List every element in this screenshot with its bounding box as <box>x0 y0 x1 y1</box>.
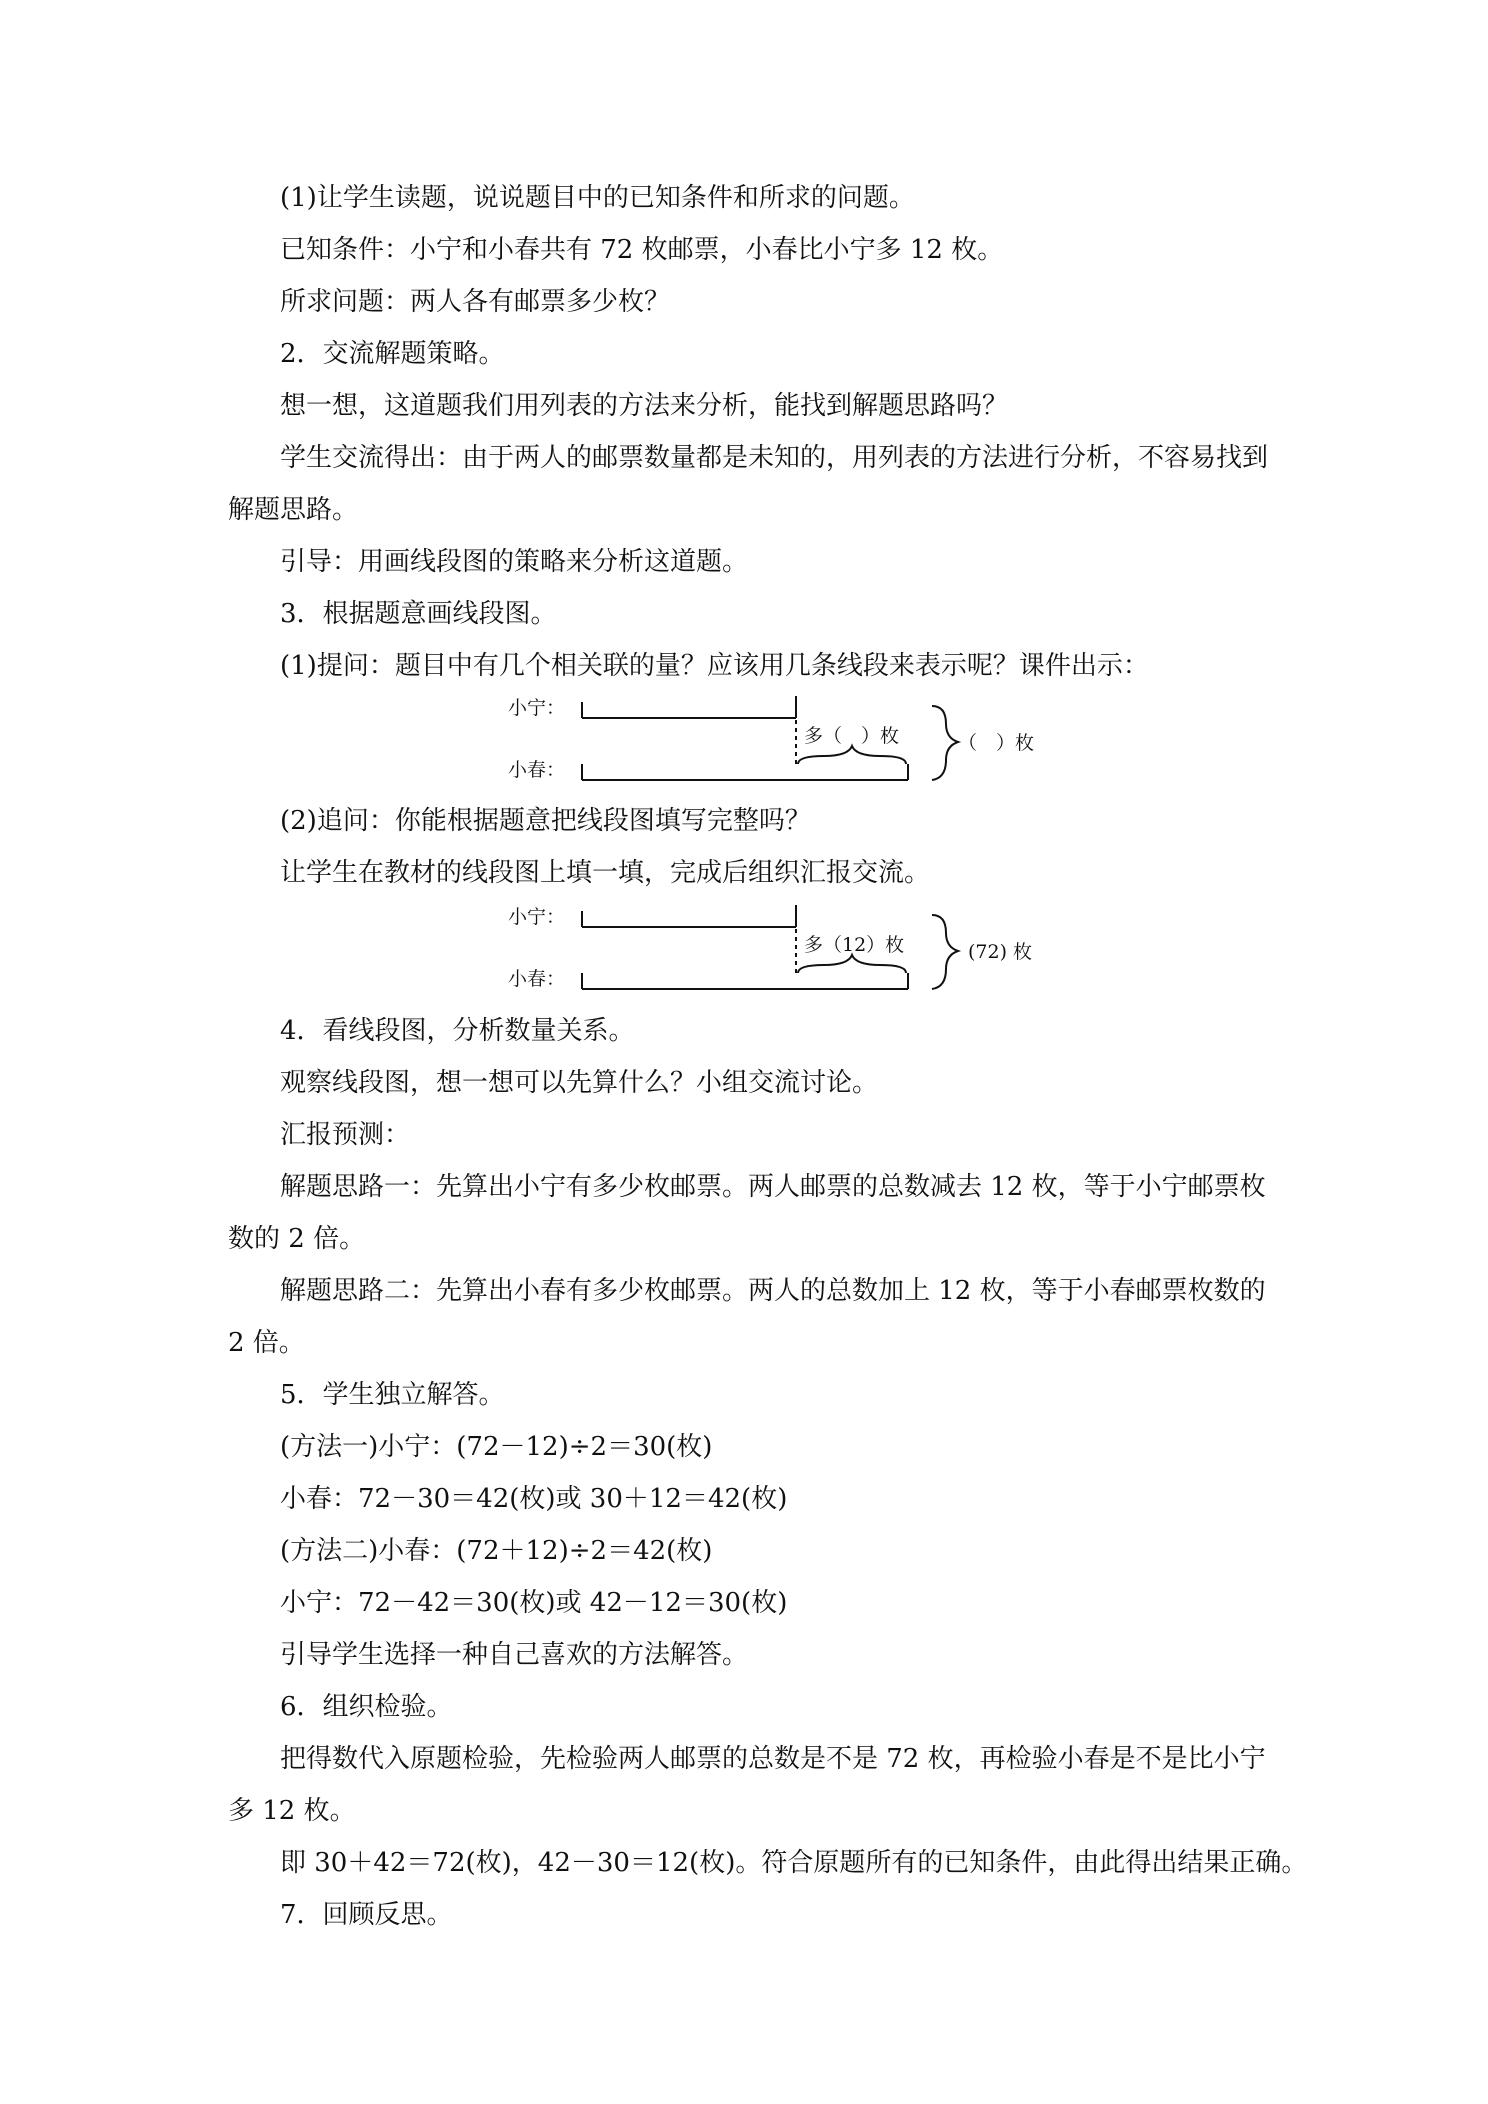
section-heading: 3．根据题意画线段图。 <box>280 599 557 629</box>
paragraph: 把得数代入原题检验，先检验两人邮票的总数是不是 72 枚，再检验小春是不是比小宁 <box>280 1744 1266 1774</box>
paragraph-continuation: 解题思路。 <box>228 495 359 525</box>
paragraph: 所求问题：两人各有邮票多少枚？ <box>280 287 671 317</box>
paragraph: 解题思路二：先算出小春有多少枚邮票。两人的总数加上 12 枚，等于小春邮票枚数的 <box>280 1276 1266 1306</box>
paragraph: (1)提问：题目中有几个相关联的量？应该用几条线段来表示呢？课件出示： <box>280 651 1149 681</box>
section-heading: 6．组织检验。 <box>280 1692 453 1722</box>
section-heading: 4．看线段图，分析数量关系。 <box>280 1016 635 1046</box>
diagram-label-xiaochun: 小春： <box>508 968 566 990</box>
paragraph: 汇报预测： <box>280 1120 411 1150</box>
paragraph: 想一想，这道题我们用列表的方法来分析，能找到解题思路吗？ <box>280 391 1009 421</box>
diagram-label-xiaochun: 小春： <box>508 759 566 781</box>
paragraph: 引导：用画线段图的策略来分析这道题。 <box>280 547 749 577</box>
paragraph: 学生交流得出：由于两人的邮票数量都是未知的，用列表的方法进行分析，不容易找到 <box>280 443 1269 473</box>
section-heading: 7．回顾反思。 <box>280 1900 453 1930</box>
section-heading: 2．交流解题策略。 <box>280 339 505 369</box>
paragraph: 即 30＋42＝72(枚)，42－30＝12(枚)。符合原题所有的已知条件，由此得出结果正确。 <box>280 1848 1308 1878</box>
line-segment-diagram-filled <box>500 897 1060 997</box>
diagram-label-xiaoning: 小宁： <box>508 906 566 928</box>
paragraph: 引导学生选择一种自己喜欢的方法解答。 <box>280 1640 749 1670</box>
line-segment-diagram-blank <box>500 688 1060 788</box>
paragraph-continuation: 多 12 枚。 <box>228 1796 356 1826</box>
paragraph: 解题思路一：先算出小宁有多少枚邮票。两人邮票的总数减去 12 枚，等于小宁邮票枚 <box>280 1172 1266 1202</box>
diagram-diff-label: 多（12）枚 <box>804 934 905 956</box>
paragraph: 观察线段图，想一想可以先算什么？小组交流讨论。 <box>280 1068 879 1098</box>
equation-line: (方法二)小春：(72＋12)÷2＝42(枚) <box>280 1536 713 1566</box>
section-heading: 5．学生独立解答。 <box>280 1380 505 1410</box>
diagram-total-label: （ ）枚 <box>958 732 1035 754</box>
equation-line: (方法一)小宁：(72－12)÷2＝30(枚) <box>280 1432 713 1462</box>
paragraph: 已知条件：小宁和小春共有 72 枚邮票，小春比小宁多 12 枚。 <box>280 235 1004 265</box>
paragraph: (1)让学生读题，说说题目中的已知条件和所求的问题。 <box>280 183 915 213</box>
paragraph: 让学生在教材的线段图上填一填，完成后组织汇报交流。 <box>280 858 931 888</box>
diagram-label-xiaoning: 小宁： <box>508 697 566 719</box>
diagram-total-label: (72) 枚 <box>968 941 1033 963</box>
equation-line: 小春：72－30＝42(枚)或 30＋12＝42(枚) <box>280 1484 788 1514</box>
paragraph-continuation: 数的 2 倍。 <box>228 1224 366 1254</box>
equation-line: 小宁：72－42＝30(枚)或 42－12＝30(枚) <box>280 1588 788 1618</box>
diagram-diff-label: 多（ ）枚 <box>804 725 900 747</box>
paragraph-continuation: 2 倍。 <box>228 1328 305 1358</box>
paragraph: (2)追问：你能根据题意把线段图填写完整吗？ <box>280 806 811 836</box>
